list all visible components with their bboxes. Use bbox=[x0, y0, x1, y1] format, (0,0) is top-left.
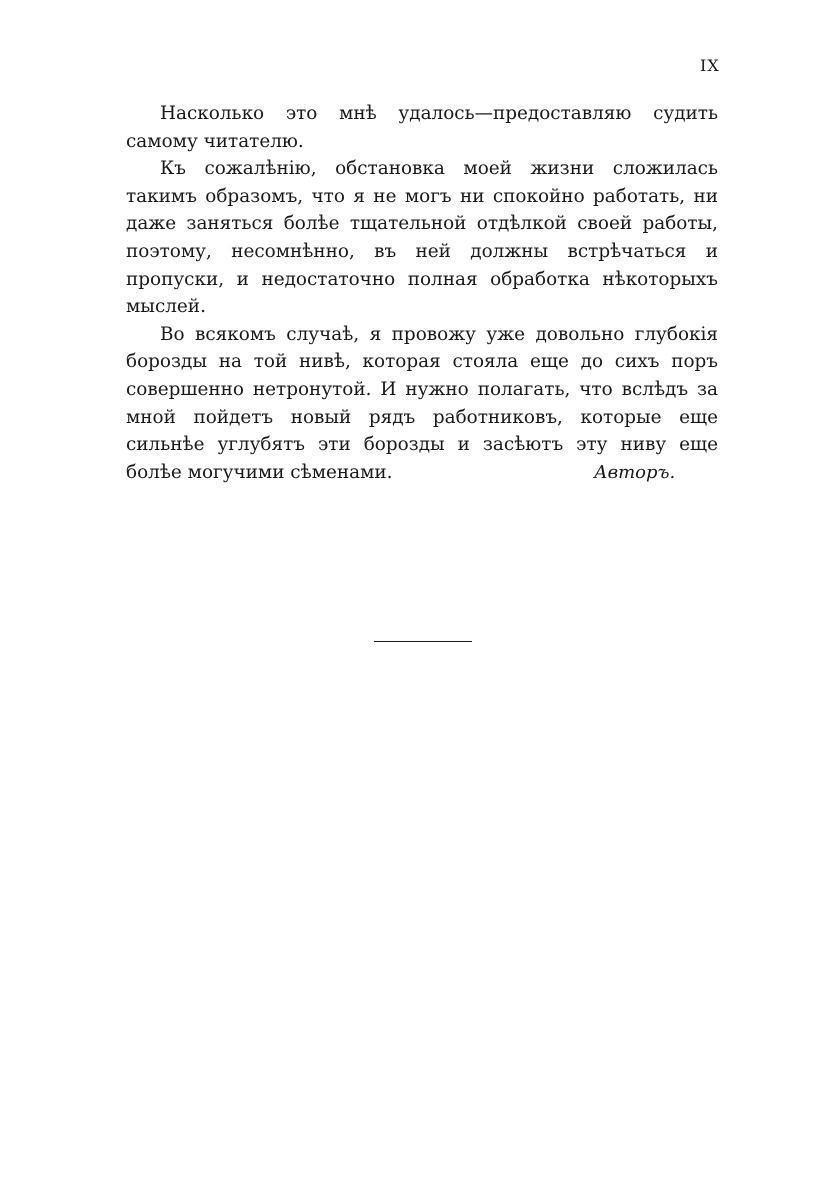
author-signature: Авторъ. bbox=[594, 462, 676, 483]
section-divider bbox=[374, 641, 472, 642]
paragraph-1: Насколько это мнѣ удалось—предоставляю судить самому читателю. bbox=[126, 103, 718, 152]
paragraph-2: Къ сожалѣнію, обстановка моей жизни сложилась такимъ образомъ, что я не могъ ни спокойно работать, ни даже заняться болѣе тщательной отдѣлкой своей работы, поэтому, несомнѣнно, въ ней должны встрѣчаться и пропуски, и недостаточно полная обработка нѣкоторыхъ мыслей. bbox=[126, 158, 718, 318]
paragraph-3: Во всякомъ случаѣ, я провожу уже довольно глубокія борозды на той нивѣ, которая стояла еще до сихъ поръ совершенно нетронутой. И нужно полагать, что вслѣдъ за мной пойдетъ новый рядъ работниковъ, которые еще сильнѣе углубятъ эти борозды и засѣютъ эту ниву еще болѣе могучими сѣменами. bbox=[126, 323, 718, 483]
page-number: IX bbox=[700, 56, 720, 75]
body-text bbox=[126, 100, 718, 486]
